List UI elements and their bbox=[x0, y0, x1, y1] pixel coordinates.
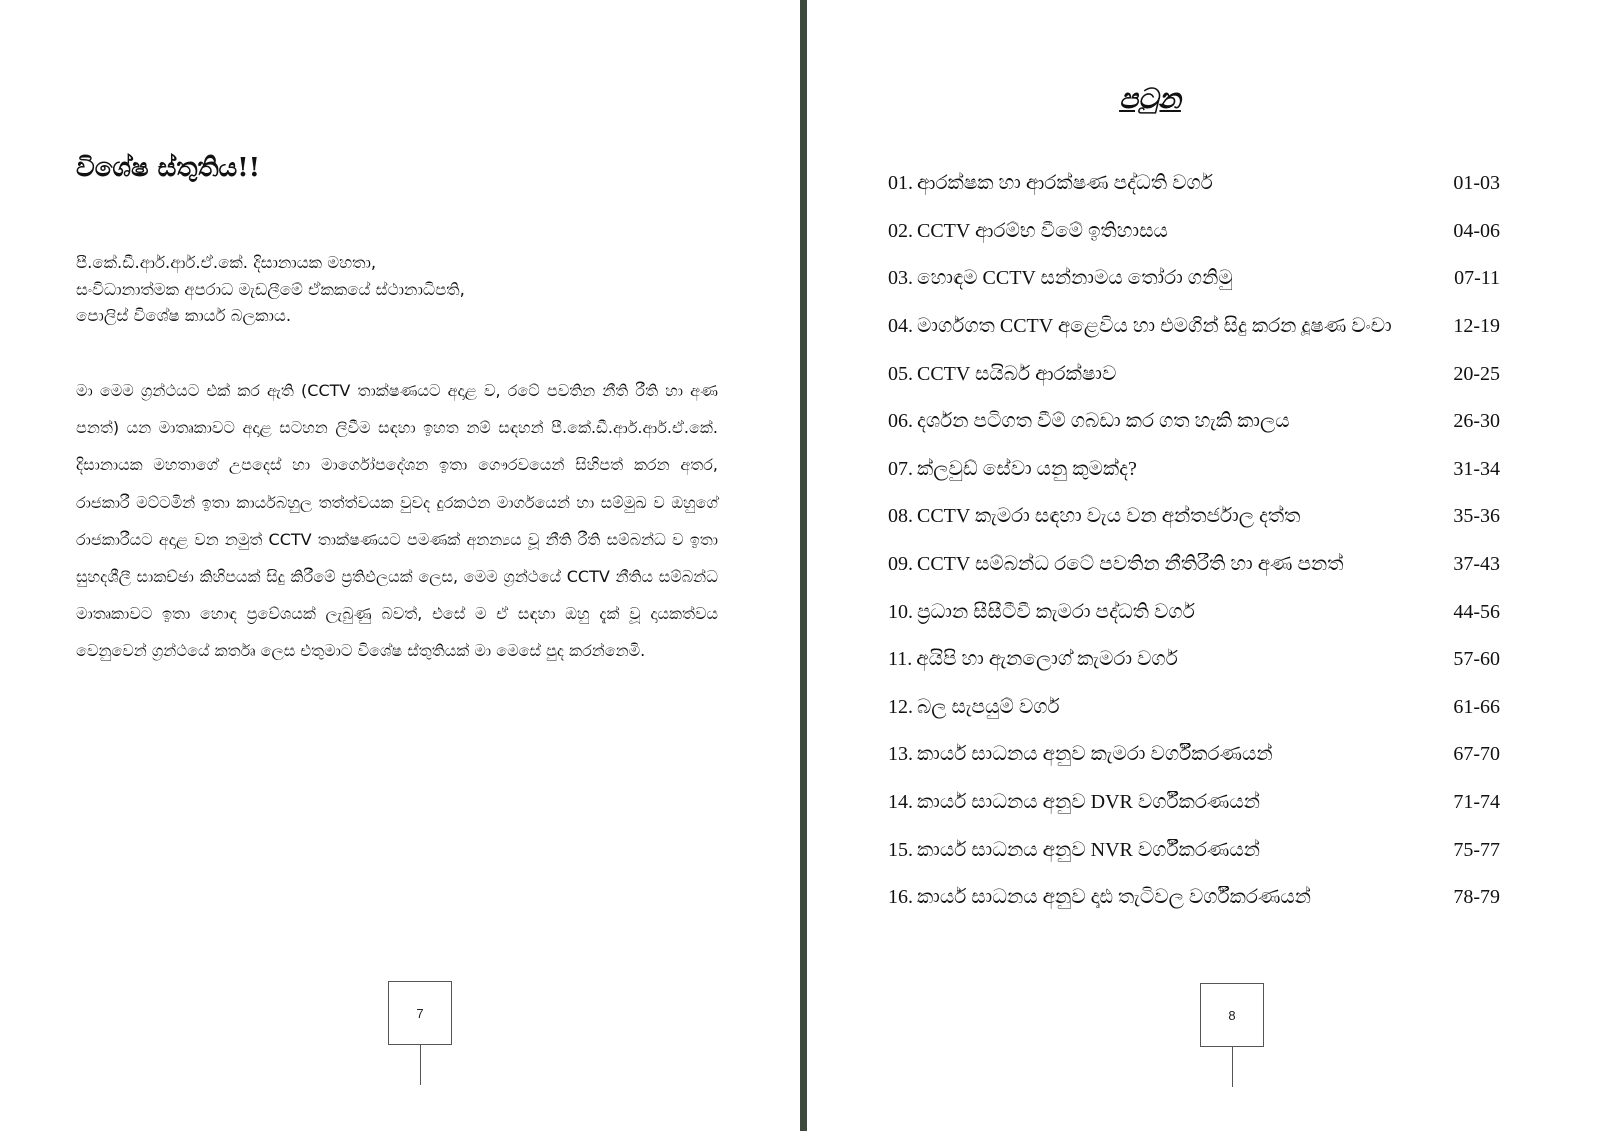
toc-entry-number: 15. bbox=[888, 838, 913, 861]
toc-entry-label: CCTV සයිබර් ආරක්ෂාව bbox=[917, 362, 1117, 385]
toc-entry bbox=[888, 208, 1500, 256]
toc-entry-label: හොඳම CCTV සන්නාමය තෝරා ගනිමු bbox=[917, 267, 1233, 290]
toc-entry-title bbox=[888, 696, 1060, 719]
toc-entry bbox=[888, 684, 1500, 732]
toc-entry-title bbox=[888, 601, 1195, 624]
toc-entry-title bbox=[888, 743, 1273, 766]
toc-entry-title bbox=[888, 553, 1344, 576]
page-number-stem bbox=[1232, 1047, 1233, 1087]
page-number-box-left bbox=[388, 981, 452, 1045]
toc-entry-pages: 75-77 bbox=[1453, 838, 1500, 861]
toc-entry-pages: 26-30 bbox=[1453, 410, 1500, 433]
toc-entry-pages: 12-19 bbox=[1453, 315, 1500, 338]
address-line: සංවිධානාත්මක අපරාධ මැඩලීමේ ඒකකයේ ස්ථානාධිපති, bbox=[76, 279, 465, 299]
toc-entry-pages: 67-70 bbox=[1453, 743, 1500, 766]
toc-entry bbox=[888, 636, 1500, 684]
toc-entry-label: CCTV සම්බන්ධ රටේ පවතින නීතිරීති හා අණ පනත් bbox=[917, 553, 1344, 576]
contents-title: පටුන bbox=[1119, 82, 1181, 115]
toc-entry-number: 04. bbox=[888, 315, 913, 338]
toc-entry-label: ක්ලවුඩ් සේවා යනු කුමක්ද? bbox=[917, 457, 1137, 480]
toc-entry-label: ආරක්ෂක හා ආරක්ෂණ පද්ධති වර්ග bbox=[917, 172, 1213, 195]
toc-entry-number: 02. bbox=[888, 219, 913, 242]
toc-entry-label: කාර්ය සාධනය අනුව දෘඪ තැටිවල වර්ගීකරණයන් bbox=[917, 886, 1312, 909]
toc-entry-pages: 71-74 bbox=[1453, 791, 1500, 814]
toc-entry bbox=[888, 303, 1500, 351]
toc-entry-pages: 01-03 bbox=[1453, 172, 1500, 195]
toc-entry-title bbox=[888, 410, 1290, 433]
toc-entry-title bbox=[888, 648, 1178, 671]
address-line: පොලිස් විශේෂ කාර්ය බලකාය. bbox=[76, 306, 292, 325]
toc-entry-number: 01. bbox=[888, 172, 913, 195]
toc-entry bbox=[888, 446, 1500, 494]
toc-entry-pages: 07-11 bbox=[1454, 267, 1500, 290]
toc-entry-label: දර්ශන පටිගත වීම් ගබඩා කර ගත හැකි කාලය bbox=[917, 410, 1290, 433]
toc-entry-label: බල සැපයුම් වර්ග bbox=[917, 695, 1060, 718]
toc-entry-title bbox=[888, 172, 1213, 195]
toc-entry-pages: 35-36 bbox=[1453, 505, 1500, 528]
page-number: 8 bbox=[1228, 1007, 1236, 1023]
toc-entry bbox=[888, 588, 1500, 636]
toc-entry-title bbox=[888, 315, 1392, 338]
toc-entry-title bbox=[888, 791, 1260, 814]
toc-entry-number: 14. bbox=[888, 791, 913, 814]
book-spine bbox=[800, 0, 807, 1131]
toc-entry-title bbox=[888, 839, 1260, 862]
toc-entry-number: 08. bbox=[888, 505, 913, 528]
toc-entry-number: 03. bbox=[888, 267, 913, 290]
toc-entry bbox=[888, 874, 1500, 922]
toc-entry bbox=[888, 779, 1500, 827]
toc-entry bbox=[888, 350, 1500, 398]
toc-entry-number: 13. bbox=[888, 743, 913, 766]
toc-entry-title bbox=[888, 458, 1137, 481]
toc-entry-label: ප්‍රධාන සීසීටීවී කැමරා පද්ධති වර්ග bbox=[917, 600, 1195, 623]
toc-entry bbox=[888, 731, 1500, 779]
toc-entry-number: 07. bbox=[888, 457, 913, 480]
toc-entry-pages: 31-34 bbox=[1453, 457, 1500, 480]
toc-entry-label: CCTV කැමරා සඳහා වැය වන අන්තර්ජාල දත්ත bbox=[917, 505, 1301, 528]
toc-entry bbox=[888, 255, 1500, 303]
toc-entry-number: 11. bbox=[888, 648, 913, 671]
toc-entry-label: මාර්ගගත CCTV අළෙවිය හා එමගින් සිදු කරන දූෂණ වංචා bbox=[917, 315, 1392, 338]
toc-entry-number: 05. bbox=[888, 362, 913, 385]
toc-entry-title bbox=[888, 505, 1300, 528]
toc-entry bbox=[888, 493, 1500, 541]
toc-entry-title bbox=[888, 267, 1233, 290]
page-number: 7 bbox=[416, 1005, 424, 1021]
page-number-box-right bbox=[1200, 983, 1264, 1047]
toc-entry-label: කාර්ය සාධනය අනුව DVR වර්ගීකරණයන් bbox=[917, 791, 1261, 814]
toc-entry-number: 12. bbox=[888, 695, 913, 718]
toc-entry-label: කාර්ය සාධනය අනුව කැමරා වර්ගීකරණයන් bbox=[917, 743, 1273, 766]
toc-entry-label: අයිපි හා ඇනලොග් කැමරා වර්ග bbox=[916, 648, 1178, 671]
toc-entry-pages: 78-79 bbox=[1453, 886, 1500, 909]
toc-entry-pages: 37-43 bbox=[1453, 553, 1500, 576]
toc-entry-number: 10. bbox=[888, 600, 913, 623]
toc-entry-label: CCTV ආරම්භ වීමේ ඉතිහාසය bbox=[917, 219, 1168, 242]
toc-entry bbox=[888, 826, 1500, 874]
toc-entry bbox=[888, 160, 1500, 208]
toc-entry-label: කාර්ය සාධනය අනුව NVR වර්ගීකරණයන් bbox=[917, 838, 1261, 861]
toc-entry-number: 06. bbox=[888, 410, 913, 433]
toc-entry-title bbox=[888, 363, 1116, 386]
acknowledgement-body: මා මෙම ග්‍රන්ථයට එක් කර ඇති (CCTV තාක්ෂණයට අදාළ ව, රටේ පවතින නීති රීති හා අණ පනත්) යන මාතෘකාවට අදාළ සටහන ලිවීම සඳහා ඉහත නම් සඳහන් පී.කේ.ඩී.ආර්.ආර්.ඒ.කේ. දිසානායක මහතාගේ උපදෙස් හා මාර්ගෝපදේශන ඉතා ගෞරවයෙන් සිහිපත් කරන අතර, රාජකාරී මට්ටමින් ඉතා කාර්යබහුල තත්ත්වයක වුවද දුරකථන මාර්ගයෙන් හා සම්මුඛ ව ඔහුගේ රාජකාරීයට අදාළ වන නමුත් CCTV තාක්ෂණයට පමණක් අනන්‍යය වූ නීති රීති සම්බන්ධ ව ඉතා සුහදශීලී සාකච්ඡා කිහිපයක් සිදු කිරීමේ ප්‍රතිඵලයක් ලෙස, මෙම ග්‍රන්ථයේ CCTV නීතිය සම්බන්ධ මාතෘකාවට ඉතා හොඳ ප්‍රවේශයක් ලැබුණු බවත්, එසේ ම ඒ සඳහා ඔහු දැක් වූ දායකත්වය වෙනුවෙන් ග්‍රන්ථයේ කර්තෘ ලෙස එතුමාට විශේෂ ස්තුතියක් මා මෙසේ පුද කරන්නෙමි. bbox=[76, 381, 718, 661]
addressee-block bbox=[76, 250, 465, 330]
toc-entry-number: 16. bbox=[888, 886, 913, 909]
toc-entry-title bbox=[888, 220, 1168, 243]
toc-entry-pages: 61-66 bbox=[1453, 695, 1500, 718]
toc-entry-pages: 20-25 bbox=[1453, 362, 1500, 385]
page-number-stem bbox=[420, 1045, 421, 1085]
toc-entry-number: 09. bbox=[888, 553, 913, 576]
table-of-contents bbox=[888, 160, 1500, 922]
toc-entry-pages: 44-56 bbox=[1453, 600, 1500, 623]
toc-entry-title bbox=[888, 886, 1311, 909]
toc-entry-pages: 57-60 bbox=[1453, 648, 1500, 671]
toc-entry-pages: 04-06 bbox=[1453, 219, 1500, 242]
acknowledgement-heading: විශේෂ ස්තුතිය!! bbox=[76, 153, 261, 183]
toc-entry bbox=[888, 541, 1500, 589]
toc-entry bbox=[888, 398, 1500, 446]
address-line: පී.කේ.ඩී.ආර්.ආර්.ඒ.කේ. දිසානායක මහතා, bbox=[76, 253, 377, 272]
